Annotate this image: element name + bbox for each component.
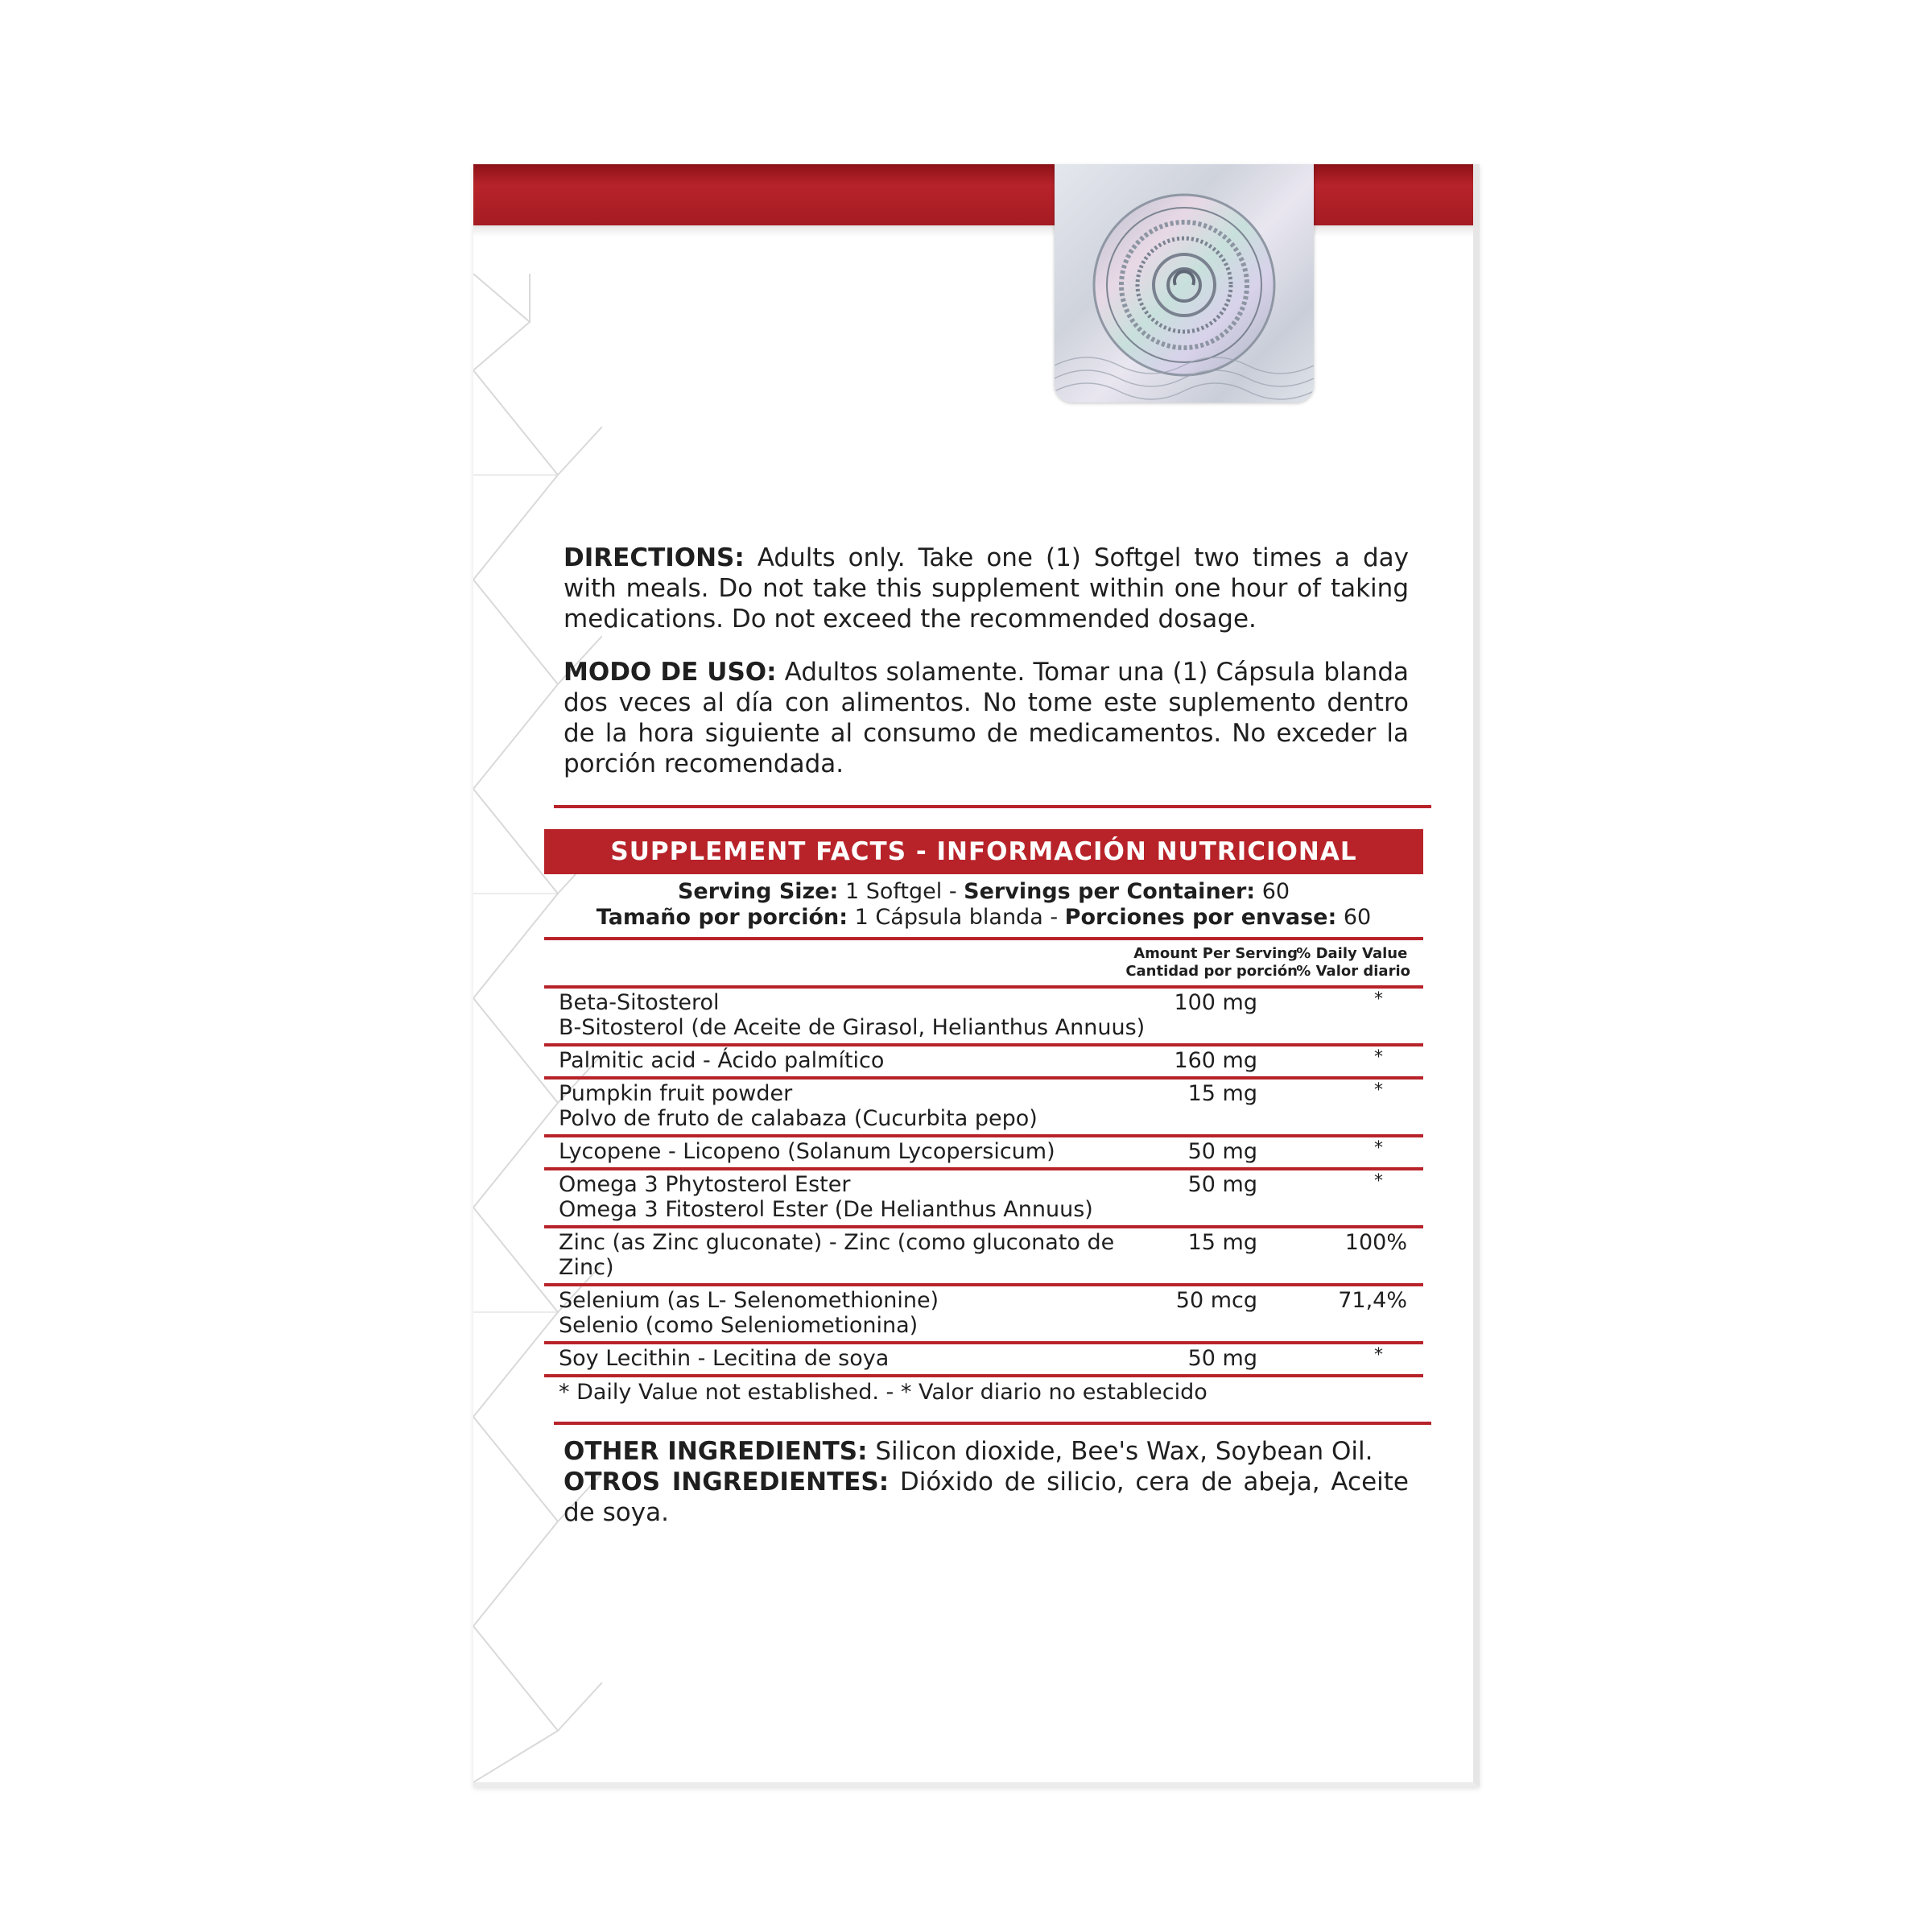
ingredient-amount: 50 mg [1187,1139,1257,1164]
tamano-porcion-label: Tamaño por porción: [596,905,848,930]
ingredient-name-primary: Soy Lecithin - Lecitina de soya [559,1346,890,1371]
ingredient-daily-value: * [1374,1171,1383,1191]
ingredient-daily-value: * [1374,1345,1383,1365]
ingredient-name-primary: Omega 3 Phytosterol Ester [559,1172,851,1197]
serving-size-label: Serving Size: [677,879,839,904]
table-row [544,1344,1423,1374]
ingredient-name [559,1172,1154,1222]
ingredient-daily-value: 71,4% [1338,1288,1407,1313]
supplement-facts-panel [544,829,1423,1411]
section-divider [554,805,1431,808]
modo-de-uso-text: Adultos solamente. Tomar una (1) Cápsula blanda dos veces al día con alimentos. No tome este suplemento dentro de la hora siguiente al consumo de medicamentos. No exceder la porción recomendada. [564,658,1410,778]
table-row [544,1228,1423,1283]
daily-value-column-header: % Daily Value % Valor diario [1296,945,1410,980]
ingredient-name [559,990,1154,1040]
ingredient-name-secondary: Selenio (como Seleniometionina) [559,1313,919,1338]
ingredient-amount: 15 mg [1187,1081,1257,1106]
ingredient-name-secondary: Polvo de fruto de calabaza (Cucurbita pepo) [559,1106,1038,1131]
product-box [473,164,1480,1787]
servings-per-container-value: 60 [1261,879,1290,904]
ingredient-daily-value: * [1374,1138,1383,1158]
modo-de-uso-section [564,657,1409,779]
top-red-band [473,164,1473,225]
ingredient-name [559,1048,1154,1073]
ingredient-amount: 100 mg [1174,990,1257,1015]
ingredient-name [559,1346,1154,1371]
ingredient-daily-value: * [1374,1080,1383,1100]
hologram-seal-icon [1055,164,1314,402]
modo-de-uso-label: MODO DE USO: [564,658,777,687]
ingredient-name [559,1139,1154,1164]
table-row [544,1286,1423,1341]
ingredient-amount: 50 mg [1187,1346,1257,1371]
porciones-envase-label: Porciones por envase: [1064,905,1337,930]
ingredient-amount: 50 mg [1187,1172,1257,1197]
serving-size-value: 1 Softgel [844,879,943,904]
porciones-envase-value: 60 [1343,905,1372,930]
servings-per-container-label: Servings per Container: [964,879,1256,904]
directions-label: DIRECTIONS: [564,543,745,572]
supplement-facts-title: SUPPLEMENT FACTS - INFORMACIÓN NUTRICIONAL [544,829,1423,874]
table-row [544,989,1423,1043]
ingredient-name-primary: Lycopene - Licopeno (Solanum Lycopersicum) [559,1139,1055,1164]
serving-info [544,874,1423,931]
other-ingredients-section [564,1436,1409,1528]
serving-line-en: Serving Size: 1 Softgel - Servings per Container: 60 [677,879,1290,904]
ingredient-daily-value: * [1374,989,1383,1009]
ingredient-name-primary: Palmitic acid - Ácido palmítico [559,1048,885,1073]
other-ingredients-label: OTHER INGREDIENTS: [564,1437,868,1466]
tamano-porcion-value: 1 Cápsula blanda [854,905,1043,930]
ingredient-name-primary: Selenium (as L- Selenomethionine) [559,1288,939,1313]
ingredient-name-primary: Zinc (as Zinc gluconate) - Zinc (como gluconato de Zinc) [559,1230,1115,1280]
facts-rows [544,989,1423,1377]
ingredient-daily-value: 100% [1344,1230,1407,1255]
ingredient-amount: 160 mg [1174,1048,1257,1073]
ingredient-name [559,1230,1154,1280]
table-row [544,1137,1423,1167]
ingredient-name-primary: Pumpkin fruit powder [559,1081,793,1106]
directions-section [564,543,1409,634]
column-headers [544,940,1423,985]
section-divider [554,1422,1431,1425]
serving-line-es: Tamaño por porción: 1 Cápsula blanda - Porciones por envase: 60 [596,905,1372,930]
table-row [544,1170,1423,1225]
otros-ingredientes-label: OTROS INGREDIENTES: [564,1468,890,1496]
ingredient-name-secondary: Omega 3 Fitosterol Ester (De Helianthus Annuus) [559,1197,1093,1222]
ingredient-name [559,1288,1154,1338]
table-row [544,1080,1423,1134]
otros-ingredientes-text: Dióxido de silicio, cera de abeja, Aceite de soya. [564,1468,1409,1527]
ingredient-name-secondary: B-Sitosterol (de Aceite de Girasol, Helianthus Annuus) [559,1015,1146,1040]
directions-text: Adults only. Take one (1) Softgel two times a day with meals. Do not take this supplement within one hour of taking medications. Do not exceed the recommended dosage. [564,543,1409,634]
ingredient-amount: 50 mcg [1175,1288,1257,1313]
table-row [544,1046,1423,1076]
daily-value-footnote: * Daily Value not established. - * Valor diario no establecido [559,1380,1208,1405]
other-ingredients-text: Silicon dioxide, Bee's Wax, Soybean Oil. [875,1437,1373,1466]
ingredient-daily-value: * [1374,1047,1383,1067]
amount-column-header: Amount Per Serving Cantidad por porción [1125,945,1298,980]
ingredient-name [559,1081,1154,1131]
ingredient-amount: 15 mg [1187,1230,1257,1255]
ingredient-name-primary: Beta-Sitosterol [559,990,720,1015]
